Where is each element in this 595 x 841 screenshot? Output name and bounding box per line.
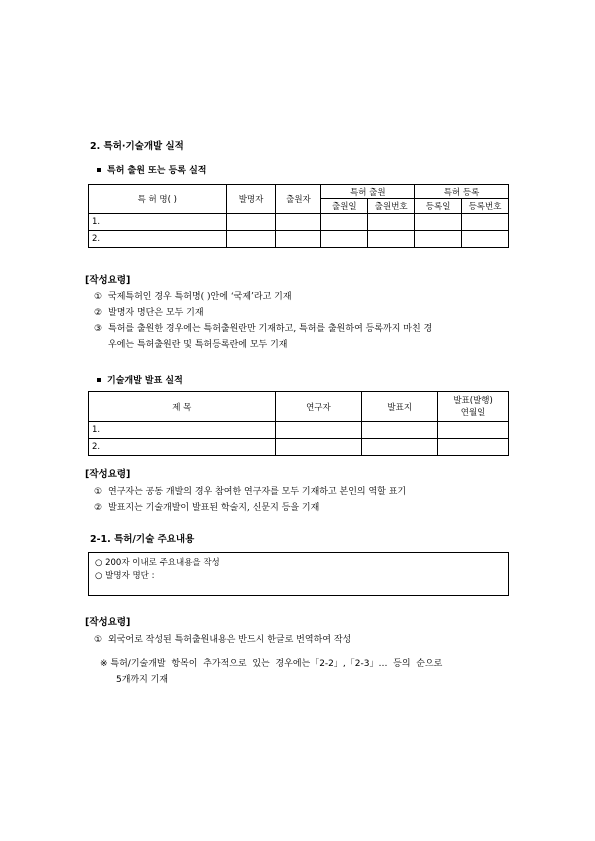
header-reg-no: 등록번호	[462, 199, 509, 214]
table-cell[interactable]	[362, 422, 438, 439]
guide-item-number: ①	[94, 292, 103, 302]
guide-title: [작성요령]	[85, 617, 131, 628]
table-cell[interactable]	[276, 231, 321, 248]
header-date	[438, 392, 509, 422]
guide-list	[94, 484, 514, 516]
guide-item-number: ②	[94, 503, 103, 513]
guide-item-number: ②	[94, 308, 103, 318]
header-journal: 발표지	[362, 392, 438, 422]
guide-list	[94, 632, 514, 648]
square-bullet-icon	[97, 378, 101, 382]
guide-item	[94, 289, 514, 305]
guide-title: [작성요령]	[85, 275, 131, 286]
table-cell[interactable]	[321, 214, 368, 231]
table-cell[interactable]	[226, 214, 276, 231]
note-line: ※ 특허/기술개발 항목이 추가적으로 있는 경우에는「2-2」,「2-3」… 등의 순으로	[100, 659, 443, 669]
patent-table	[88, 184, 509, 248]
table-row	[89, 214, 509, 231]
table-cell[interactable]	[275, 422, 362, 439]
header-inventor: 발명자	[226, 185, 276, 214]
guide-item	[94, 500, 514, 516]
table-cell[interactable]	[438, 439, 509, 456]
guide-item	[94, 321, 514, 337]
table-cell[interactable]	[438, 422, 509, 439]
table-cell[interactable]	[362, 439, 438, 456]
guide-item-text: 특허를 출원한 경우에는 특허출원란만 기재하고, 특허를 출원하여 등록까지 마친 경	[108, 324, 433, 334]
table-row	[89, 422, 509, 439]
tech-table	[88, 391, 509, 456]
section-title: 2-1. 특허/기술 주요내용	[90, 534, 195, 545]
patent-subtitle-text: 특허 출원 또는 등록 실적	[107, 166, 207, 176]
header-title: 제 목	[89, 392, 276, 422]
guide-item-continuation: 우에는 특허출원란 및 특허등록란에 모두 기재	[108, 340, 288, 350]
guide-item	[94, 484, 514, 500]
guide-item-text: 외국어로 작성된 특허출원내용은 반드시 한글로 번역하여 작성	[108, 635, 352, 645]
header-application: 특허 출원	[321, 185, 415, 199]
table-cell[interactable]	[368, 214, 415, 231]
header-researcher: 연구자	[275, 392, 362, 422]
guide-item-number: ①	[94, 487, 103, 497]
content-box[interactable]	[88, 552, 509, 596]
table-cell[interactable]	[462, 214, 509, 231]
guide-item-text: 발표지는 기술개발이 발표된 학술지, 신문지 등을 기재	[108, 503, 320, 513]
tech-subtitle-text: 기술개발 발표 실적	[107, 376, 183, 386]
guide-list	[94, 289, 514, 353]
guide-item	[94, 305, 514, 321]
table-cell[interactable]	[321, 231, 368, 248]
table-cell[interactable]	[415, 231, 462, 248]
guide-item-text: 국제특허인 경우 특허명( )안에 ‘국제’라고 기재	[108, 292, 292, 302]
box-line: ○ 발명자 명단 :	[95, 571, 155, 581]
row-number: 1.	[89, 214, 227, 231]
guide-item-text: 발명자 명단은 모두 기재	[108, 308, 204, 318]
header-app-no: 출원번호	[368, 199, 415, 214]
guide-item	[94, 632, 514, 648]
table-cell[interactable]	[275, 439, 362, 456]
patent-subtitle	[97, 163, 206, 176]
box-line: ○ 200자 이내로 주요내용을 작성	[95, 558, 220, 568]
guide-title: [작성요령]	[85, 469, 131, 480]
header-app-date: 출원일	[321, 199, 368, 214]
table-row	[89, 231, 509, 248]
header-reg-date: 등록일	[415, 199, 462, 214]
tech-subtitle	[97, 373, 183, 386]
header-applicant: 출원자	[276, 185, 321, 214]
table-cell[interactable]	[276, 214, 321, 231]
header-patent-name: 특 허 명( )	[89, 185, 227, 214]
header-date-line1: 발표(발행)	[453, 395, 493, 406]
table-cell[interactable]	[415, 214, 462, 231]
square-bullet-icon	[97, 168, 101, 172]
table-cell[interactable]	[226, 231, 276, 248]
table-cell[interactable]	[462, 231, 509, 248]
header-date-line2: 연월일	[460, 407, 486, 418]
table-row	[89, 439, 509, 456]
guide-item-number: ③	[94, 324, 103, 334]
row-number: 1.	[89, 422, 276, 439]
guide-item-number: ①	[94, 635, 103, 645]
guide-item-text: 연구자는 공동 개발의 경우 참여한 연구자를 모두 기재하고 본인의 역할 표기	[108, 487, 407, 497]
section-title: 2. 특허·기술개발 실적	[90, 141, 184, 152]
header-registration: 특허 등록	[415, 185, 509, 199]
row-number: 2.	[89, 439, 276, 456]
row-number: 2.	[89, 231, 227, 248]
note-line: 5개까지 기재	[116, 675, 169, 685]
table-cell[interactable]	[368, 231, 415, 248]
